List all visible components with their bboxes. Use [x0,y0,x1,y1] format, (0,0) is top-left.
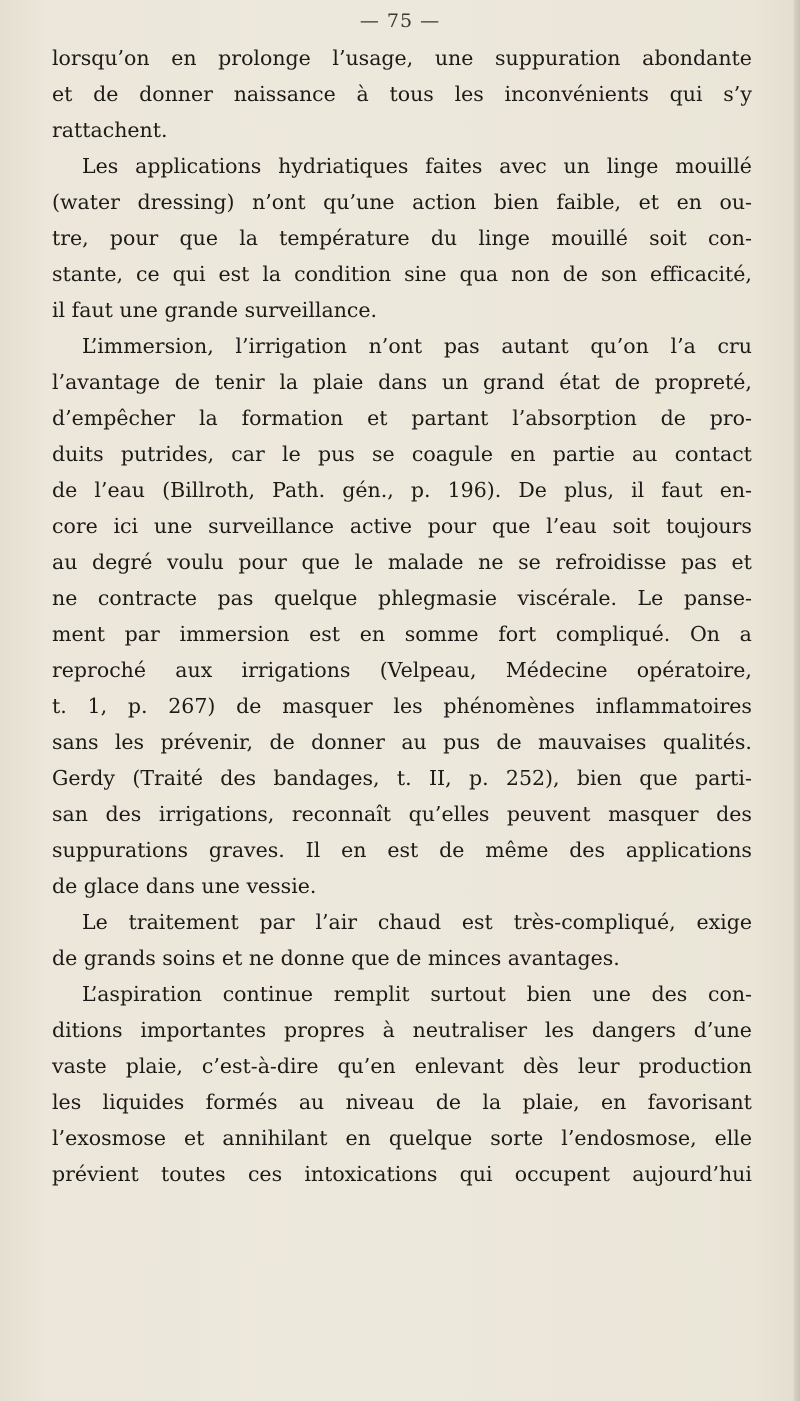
text-line: de glace dans une vessie. [52,874,317,898]
text-line: au degré voulu pour que le malade ne se refroidisse pas et [52,550,752,574]
text-line: core ici une surveillance active pour que l’eau soit toujours [52,514,752,538]
text-line: tre, pour que la température du linge mouillé soit con- [52,226,752,250]
body-text [52,40,752,1192]
text-line: lorsqu’on en prolonge l’usage, une suppuration abondante [52,46,752,70]
text-line: de l’eau (Billroth, Path. gén., p. 196). De plus, il faut en- [52,478,752,502]
paragraph-start-line: L’immersion, l’irrigation n’ont pas autant qu’on l’a cru [82,334,752,358]
text-line: stante, ce qui est la condition sine qua non de son efficacité, [52,262,752,286]
paragraph-start-line: L’aspiration continue remplit surtout bien une des con- [82,982,752,1006]
text-line: suppurations graves. Il en est de même des applications [52,838,752,862]
text-line: de grands soins et ne donne que de minces avantages. [52,946,620,970]
text-line: sans les prévenir, de donner au pus de mauvaises qualités. [52,730,752,754]
page-number: — 75 — [359,10,441,32]
text-line: ditions importantes propres à neutraliser les dangers d’une [52,1018,752,1042]
text-line: et de donner naissance à tous les inconvénients qui s’y [52,82,752,106]
text-line: reproché aux irrigations (Velpeau, Médecine opératoire, [52,658,752,682]
text-line: prévient toutes ces intoxications qui occupent aujourd’hui [52,1162,752,1186]
text-line: Gerdy (Traité des bandages, t. II, p. 252), bien que parti- [52,766,752,790]
text-line: t. 1, p. 267) de masquer les phénomènes inflammatoires [52,694,752,718]
text-line: (water dressing) n’ont qu’une action bien faible, et en ou- [52,190,752,214]
paragraph-start-line: Les applications hydriatiques faites avec un linge mouillé [82,154,752,178]
text-line: les liquides formés au niveau de la plaie, en favorisant [52,1090,752,1114]
text-line: l’avantage de tenir la plaie dans un grand état de propreté, [52,370,752,394]
text-line: ment par immersion est en somme fort compliqué. On a [52,622,752,646]
text-line: rattachent. [52,118,168,142]
text-line: duits putrides, car le pus se coagule en partie au contact [52,442,752,466]
text-line: d’empêcher la formation et partant l’absorption de pro- [52,406,752,430]
text-line: san des irrigations, reconnaît qu’elles peuvent masquer des [52,802,752,826]
text-line: l’exosmose et annihilant en quelque sorte l’endosmose, elle [52,1126,752,1150]
text-line: il faut une grande surveillance. [52,298,378,322]
text-line: vaste plaie, c’est-à-dire qu’en enlevant dès leur production [52,1054,752,1078]
text-line: ne contracte pas quelque phlegmasie viscérale. Le panse- [52,586,752,610]
page-edge [794,0,800,1401]
paragraph-start-line: Le traitement par l’air chaud est très-compliqué, exige [82,910,752,934]
